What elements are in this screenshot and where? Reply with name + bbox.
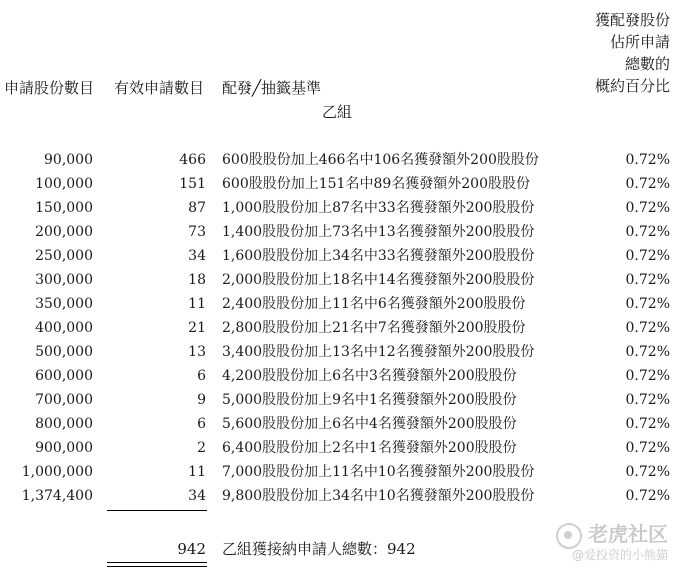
applications-cell: 34	[188, 488, 206, 504]
table-row	[0, 460, 680, 484]
table-row	[0, 412, 680, 436]
table-row	[0, 172, 680, 196]
header-percentage-line: 獲配發股份	[594, 11, 670, 29]
percentage-cell: 0.72%	[625, 368, 670, 384]
percentage-cell: 0.72%	[625, 416, 670, 432]
watermark-user: @爱投资的小熊猫	[571, 548, 668, 562]
applications-cell: 73	[188, 224, 206, 240]
table-row	[0, 316, 680, 340]
shares-cell: 300,000	[35, 272, 93, 288]
applications-cell: 6	[197, 368, 206, 384]
watermark-logo	[556, 518, 668, 549]
shares-cell: 200,000	[35, 224, 93, 240]
table-row	[0, 364, 680, 388]
table-row	[0, 436, 680, 460]
percentage-cell: 0.72%	[625, 440, 670, 456]
applications-cell: 11	[188, 464, 206, 480]
table-row	[0, 244, 680, 268]
percentage-cell: 0.72%	[625, 344, 670, 360]
shares-cell: 400,000	[35, 320, 93, 336]
shares-cell: 900,000	[35, 440, 93, 456]
shares-cell: 250,000	[35, 248, 93, 264]
header-group-label: 乙組	[322, 103, 353, 121]
table-row	[0, 220, 680, 244]
total-double-rule-top	[107, 562, 207, 563]
total-applications-text: 乙組獲接納申請人總數：942	[222, 540, 416, 558]
basis-cell: 9,800股股份加上34名中10名獲發額外200股股份	[222, 488, 535, 504]
shares-cell: 350,000	[35, 296, 93, 312]
percentage-cell: 0.72%	[625, 488, 670, 504]
header-allotment-basis: 配發╱抽籤基準	[222, 79, 322, 97]
applications-cell: 18	[188, 272, 206, 288]
table-row	[0, 388, 680, 412]
header-valid-applications: 有效申請數目	[114, 79, 205, 97]
basis-cell: 2,000股股份加上18名中14名獲發額外200股股份	[222, 272, 535, 288]
percentage-cell: 0.72%	[625, 176, 670, 192]
basis-cell: 6,400股股份加上2名中1名獲發額外200股股份	[222, 440, 517, 456]
basis-cell: 600股股份加上466名中106名獲發額外200股股份	[222, 152, 539, 168]
applications-cell: 466	[179, 152, 206, 168]
total-double-rule-bottom	[107, 566, 207, 567]
table-row	[0, 340, 680, 364]
percentage-cell: 0.72%	[625, 296, 670, 312]
table-row	[0, 196, 680, 220]
percentage-cell: 0.72%	[625, 272, 670, 288]
percentage-cell: 0.72%	[625, 152, 670, 168]
basis-cell: 4,200股股份加上6名中3名獲發額外200股股份	[222, 368, 517, 384]
shares-cell: 1,000,000	[21, 464, 93, 480]
applications-cell: 87	[188, 200, 206, 216]
total-applications-count: 942	[177, 540, 206, 558]
percentage-cell: 0.72%	[625, 464, 670, 480]
percentage-cell: 0.72%	[625, 200, 670, 216]
percentage-cell: 0.72%	[625, 392, 670, 408]
shares-cell: 500,000	[35, 344, 93, 360]
table-row	[0, 148, 680, 172]
applications-cell: 13	[188, 344, 206, 360]
percentage-cell: 0.72%	[625, 224, 670, 240]
header-percentage-line: 總數的	[624, 55, 670, 73]
header-percentage-line: 佔所申請	[609, 33, 670, 51]
applications-cell: 34	[188, 248, 206, 264]
table-row	[0, 484, 680, 508]
basis-cell: 3,400股股份加上13名中12名獲發額外200股股份	[222, 344, 535, 360]
tiger-paw-icon	[556, 523, 582, 549]
header-percentage-line: 概約百分比	[594, 77, 670, 95]
shares-cell: 90,000	[44, 152, 93, 168]
header-applied-shares: 申請股份數目	[4, 79, 95, 97]
basis-cell: 2,400股股份加上11名中6名獲發額外200股股份	[222, 296, 526, 312]
shares-cell: 700,000	[35, 392, 93, 408]
basis-cell: 600股股份加上151名中89名獲發額外200股股份	[222, 176, 530, 192]
shares-cell: 800,000	[35, 416, 93, 432]
subtotal-rule	[107, 510, 207, 511]
applications-cell: 6	[197, 416, 206, 432]
shares-cell: 1,374,400	[21, 488, 93, 504]
basis-cell: 2,800股股份加上21名中7名獲發額外200股股份	[222, 320, 526, 336]
table-row	[0, 268, 680, 292]
basis-cell: 7,000股股份加上11名中10名獲發額外200股股份	[222, 464, 535, 480]
applications-cell: 151	[179, 176, 206, 192]
header-approx-percentage	[595, 9, 670, 97]
table-row	[0, 292, 680, 316]
watermark-logo-text: 老虎社区	[588, 522, 668, 546]
percentage-cell: 0.72%	[625, 248, 670, 264]
basis-cell: 1,600股股份加上34名中33名獲發額外200股股份	[222, 248, 535, 264]
basis-cell: 1,400股股份加上73名中13名獲發額外200股股份	[222, 224, 535, 240]
shares-cell: 150,000	[35, 200, 93, 216]
applications-cell: 21	[188, 320, 206, 336]
applications-cell: 9	[197, 392, 206, 408]
basis-cell: 1,000股股份加上87名中33名獲發額外200股股份	[222, 200, 535, 216]
shares-cell: 100,000	[35, 176, 93, 192]
basis-cell: 5,000股股份加上9名中1名獲發額外200股股份	[222, 392, 517, 408]
applications-cell: 2	[197, 440, 206, 456]
basis-cell: 5,600股股份加上6名中4名獲發額外200股股份	[222, 416, 517, 432]
percentage-cell: 0.72%	[625, 320, 670, 336]
applications-cell: 11	[188, 296, 206, 312]
shares-cell: 600,000	[35, 368, 93, 384]
